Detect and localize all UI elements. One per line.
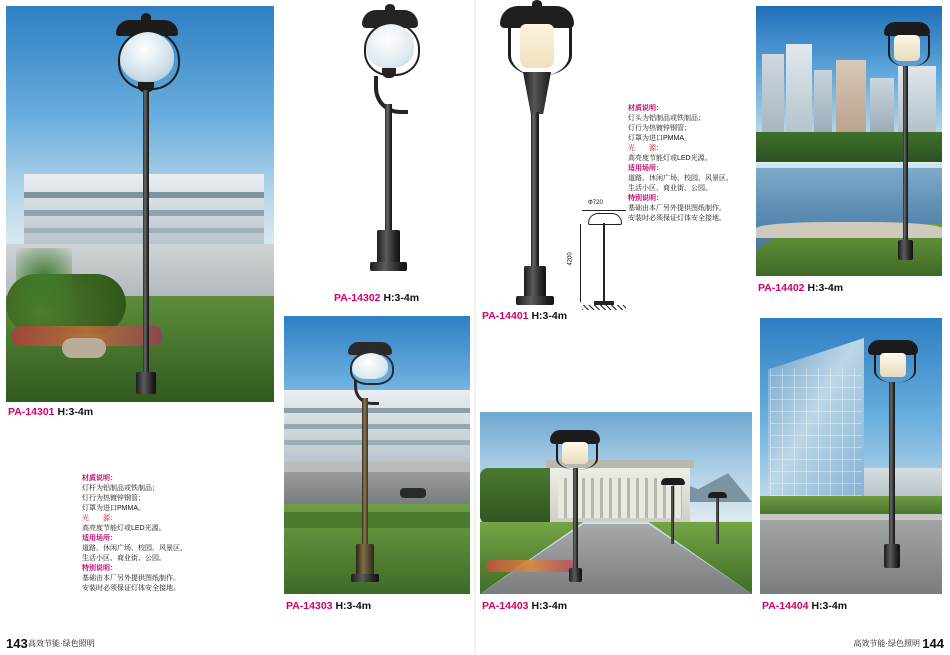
lamp-pole bbox=[889, 382, 895, 548]
spec-title-light: 光 源： bbox=[628, 145, 663, 152]
caption-pa-14401: PA-14401 H:3-4m bbox=[482, 310, 568, 322]
lamp-base-plate bbox=[370, 262, 407, 271]
car bbox=[400, 488, 426, 498]
lamp-finial bbox=[532, 0, 542, 8]
lamp-pa-14301 bbox=[110, 20, 184, 392]
lamp-pa-14402 bbox=[876, 22, 934, 270]
spec-material-line: 灯罩为进口PMMA。 bbox=[82, 505, 145, 512]
caption-pa-14402: PA-14402 H:3-4m bbox=[758, 282, 844, 294]
lamp-base bbox=[898, 240, 913, 260]
lamp-base bbox=[377, 230, 400, 264]
tower bbox=[786, 44, 812, 146]
palm-tree bbox=[16, 248, 72, 308]
lamp-base bbox=[569, 568, 582, 582]
caption-pa-14301: PA-14301 H:3-4m bbox=[8, 406, 94, 418]
lamp-frame bbox=[118, 30, 180, 90]
lamp-hood bbox=[661, 478, 685, 485]
lamp-base-plate bbox=[516, 296, 554, 305]
spec-usage-line: 道路、休闲广场、校园、风景区、 bbox=[82, 545, 187, 552]
lamp-cone bbox=[556, 442, 598, 470]
spec-note-line: 安装时必须保证灯体安全接地。 bbox=[82, 585, 180, 592]
spec-title-usage: 适用场所： bbox=[82, 535, 117, 542]
footer-text-right: 高效节能·绿色照明 bbox=[853, 639, 920, 648]
lamp-taper bbox=[523, 72, 551, 114]
lamp-base-plate bbox=[351, 574, 379, 582]
caption-pa-14404: PA-14404 H:3-4m bbox=[762, 600, 848, 612]
lamp-pole bbox=[362, 398, 368, 550]
lamp-base bbox=[356, 544, 374, 576]
tech-dim-line-top bbox=[582, 210, 626, 211]
spec-material-line: 灯行为热镀锌钢管； bbox=[628, 125, 691, 132]
lamp-pole bbox=[671, 486, 674, 544]
lamp-base bbox=[136, 372, 156, 394]
caption-pa-14403: PA-14403 H:3-4m bbox=[482, 600, 568, 612]
spec-usage-line: 生活小区、商业街、公园。 bbox=[628, 185, 712, 192]
page-number-left: 143 bbox=[6, 636, 28, 651]
lamp-background bbox=[706, 492, 730, 548]
lamp-finial bbox=[141, 13, 151, 22]
spec-title-note: 特别说明： bbox=[628, 195, 663, 202]
lamp-pole bbox=[716, 498, 719, 544]
spec-material-line: 灯头为铝制品或铁制品； bbox=[628, 115, 705, 122]
lamp-cone bbox=[888, 35, 930, 67]
lamp-pa-14404 bbox=[860, 340, 926, 576]
product-illustration-pa-14302 bbox=[330, 4, 450, 286]
lamp-cone bbox=[508, 24, 572, 76]
lamp-pole bbox=[903, 66, 908, 244]
spec-title-material: 材质说明： bbox=[82, 475, 117, 482]
lamp-pole bbox=[531, 112, 539, 270]
lamp-finial bbox=[385, 4, 395, 12]
lamp-base bbox=[524, 266, 546, 298]
lamp-pole bbox=[573, 468, 578, 572]
rock bbox=[62, 338, 106, 358]
lamp-pole bbox=[143, 90, 149, 380]
tech-dimension-height: 4200 bbox=[567, 252, 574, 266]
lamp-pa-14403 bbox=[544, 430, 606, 584]
page-gutter bbox=[474, 0, 476, 655]
lamp-hood bbox=[884, 22, 930, 36]
spec-block-left bbox=[82, 474, 212, 594]
spec-usage-line: 道路、休闲广场、校园、风景区、 bbox=[628, 175, 733, 182]
product-photo-pa-14404 bbox=[760, 318, 942, 594]
tech-lamp-head bbox=[588, 213, 622, 225]
caption-pa-14302: PA-14302 H:3-4m bbox=[334, 292, 420, 304]
spec-material-line: 灯行为热镀锌钢管； bbox=[82, 495, 145, 502]
product-photo-pa-14301 bbox=[6, 6, 274, 402]
spec-note-line: 基础由本厂另外提供图纸制作。 bbox=[628, 205, 726, 212]
spec-note-line: 安装时必须保证灯体安全接地。 bbox=[628, 215, 726, 222]
page-number-right: 144 bbox=[922, 636, 944, 651]
lamp-base bbox=[884, 544, 900, 568]
product-photo-pa-14303 bbox=[284, 316, 470, 594]
spec-title-light: 光 源： bbox=[82, 515, 117, 522]
spec-title-usage: 适用场所： bbox=[628, 165, 663, 172]
spec-block-right bbox=[628, 104, 748, 224]
tech-dimension-diameter: Φ720 bbox=[588, 200, 603, 206]
technical-drawing bbox=[567, 200, 632, 318]
lamp-cone bbox=[874, 353, 916, 383]
spec-material-line: 灯杆为铝制品或铁制品； bbox=[82, 485, 159, 492]
lamp-pole bbox=[385, 104, 392, 232]
caption-pa-14303: PA-14303 H:3-4m bbox=[286, 600, 372, 612]
tech-ground-hatch bbox=[582, 305, 626, 310]
product-photo-pa-14402 bbox=[756, 6, 942, 276]
footer-text-left: 高效节能·绿色照明 bbox=[28, 639, 95, 648]
tech-pole bbox=[603, 223, 605, 301]
tech-dim-line-vertical bbox=[580, 224, 581, 302]
building-window-grid bbox=[770, 368, 862, 508]
spec-light-line: 高亮度节能灯或LED光源。 bbox=[628, 155, 712, 162]
spec-material-line: 灯罩为进口PMMA。 bbox=[628, 135, 691, 142]
spec-title-note: 特别说明： bbox=[82, 565, 117, 572]
spec-note-line: 基础由本厂另外提供图纸制作。 bbox=[82, 575, 180, 582]
lamp-pa-14303 bbox=[332, 342, 398, 588]
lamp-background bbox=[658, 478, 688, 550]
spec-title-material: 材质说明： bbox=[628, 105, 663, 112]
product-photo-pa-14403 bbox=[480, 412, 752, 594]
spec-light-line: 高亮度节能灯或LED光源。 bbox=[82, 525, 166, 532]
spec-usage-line: 生活小区、商业街、公园。 bbox=[82, 555, 166, 562]
